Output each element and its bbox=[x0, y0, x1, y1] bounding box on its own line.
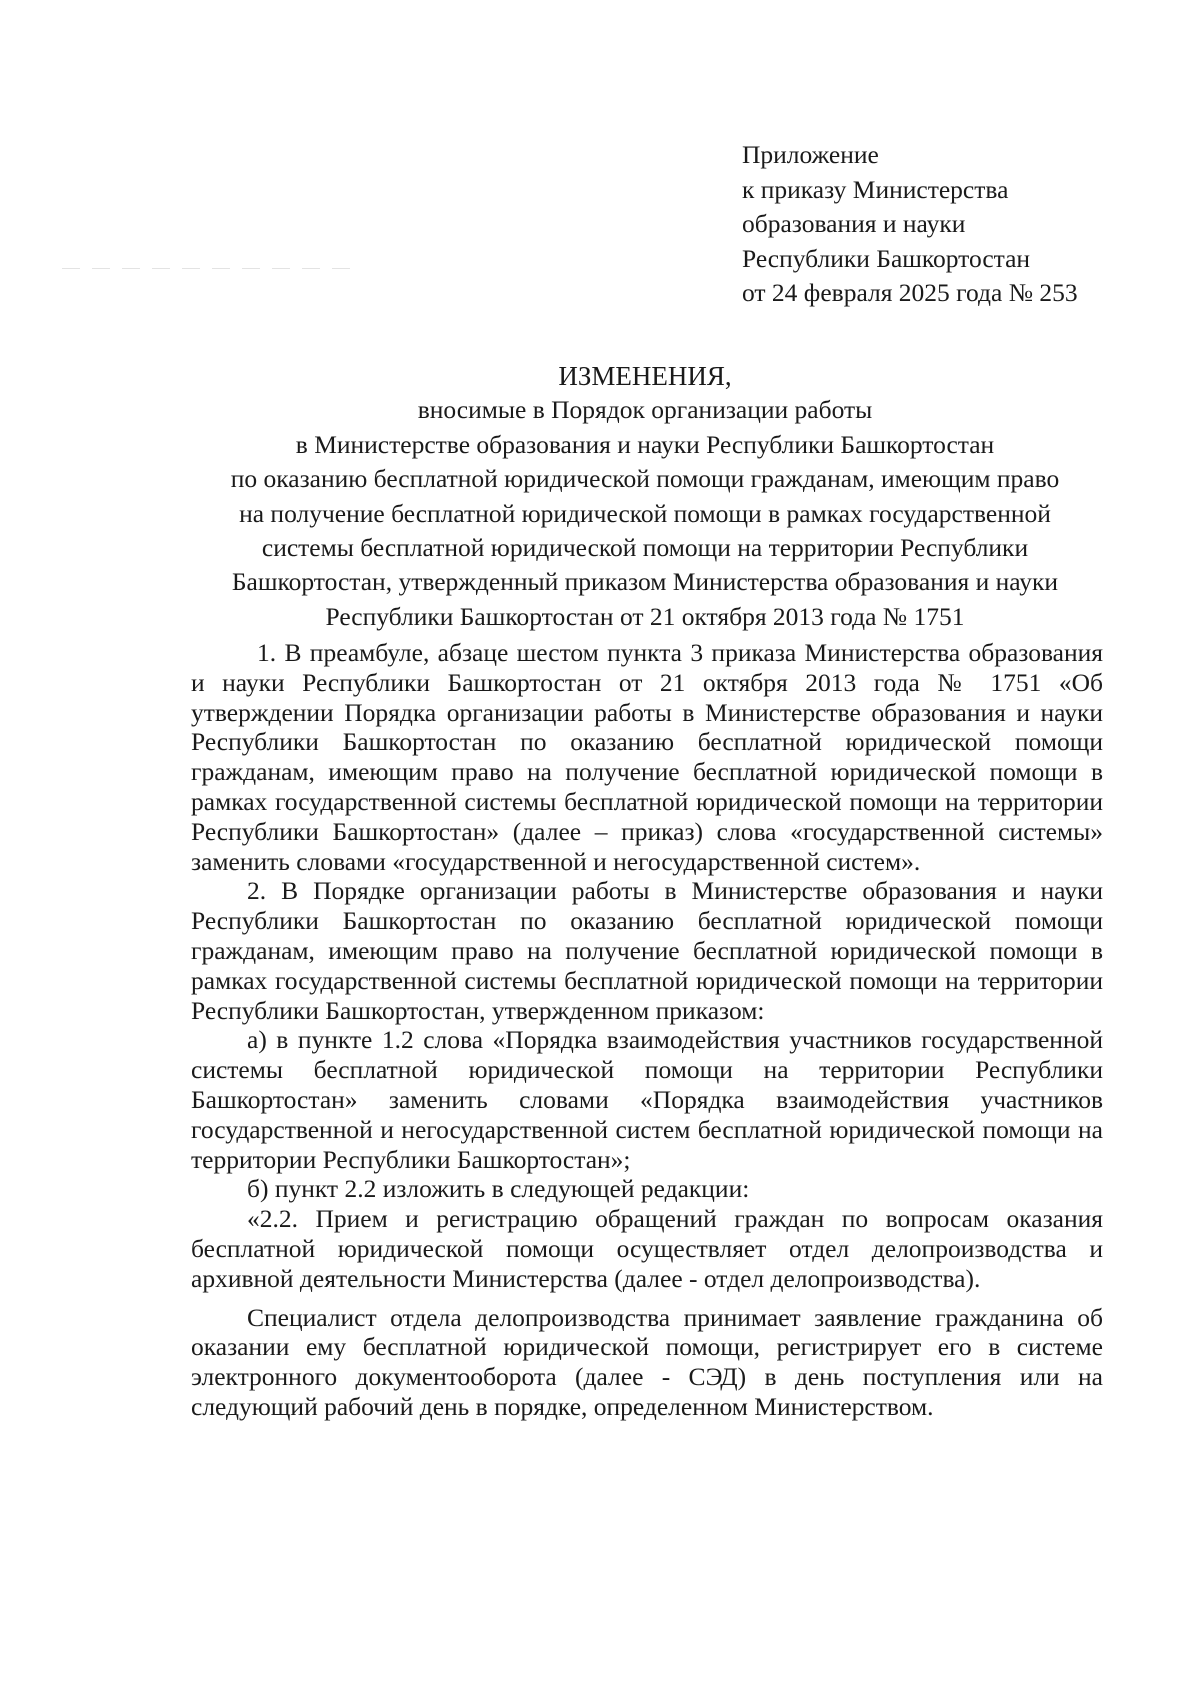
heading-line: системы бесплатной юридической помощи на территории Республики bbox=[261, 533, 1029, 563]
scan-artifact-line bbox=[62, 268, 362, 269]
paragraph-specialist: Специалист отдела делопроизводства принимает заявление гражданина об оказании ему бесплатной юридической помощи, регистрирует его в системе электронного документооборота (далее - СЭД) в день поступления или на следующий рабочий день в порядке, определенном Министерством. bbox=[191, 1302, 1103, 1421]
appendix-line: Республики Башкортостан bbox=[742, 243, 1031, 273]
paragraph-2a: а) в пункте 1.2 слова «Порядка взаимодействия участников государственной системы бесплатной юридической помощи на территории Республики Башкортостан» заменить словами «Порядка взаимодействия участников государственной и негосударственной систем бесплатной юридической помощи на территории Республики Башкортостан»; bbox=[191, 1025, 1103, 1174]
appendix-line: к приказу Министерства bbox=[742, 174, 1009, 204]
heading-line: Башкортостан, утвержденный приказом Министерства образования и науки bbox=[231, 567, 1059, 597]
document-title: ИЗМЕНЕНИЯ, bbox=[558, 361, 732, 391]
document-body bbox=[191, 638, 1103, 1422]
paragraph-1: 1. В преамбуле, абзаце шестом пункта 3 приказа Министерства образования и науки Республики Башкортостан от 21 октября 2013 года № 1751 «Об утверждении Порядка организации работы в Министерстве образования и науки Республики Башкортостан по оказанию бесплатной юридической помощи гражданам, имеющим право на получение бесплатной юридической помощи в рамках государственной системы бесплатной юридической помощи на территории Республики Башкортостан» (далее – приказ) слова «государственной системы» заменить словами «государственной и негосударственной систем». bbox=[191, 638, 1103, 876]
paragraph-2-2: «2.2. Прием и регистрацию обращений граждан по вопросам оказания бесплатной юридической помощи осуществляет отдел делопроизводства и архивной деятельности Министерства (далее - отдел делопроизводства). bbox=[191, 1204, 1103, 1293]
paragraph-2b: б) пункт 2.2 изложить в следующей редакции: bbox=[247, 1174, 750, 1204]
heading-line: вносимые в Порядок организации работы bbox=[417, 395, 873, 425]
heading-line: на получение бесплатной юридической помощи в рамках государственной bbox=[239, 498, 1051, 528]
document-heading bbox=[190, 359, 1100, 634]
appendix-block bbox=[742, 138, 1078, 311]
appendix-line: от 24 февраля 2025 года № 253 bbox=[742, 278, 1078, 307]
paragraph-2: 2. В Порядке организации работы в Министерстве образования и науки Республики Башкортостан по оказанию бесплатной юридической помощи гражданам, имеющим право на получение бесплатной юридической помощи в рамках государственной системы бесплатной юридической помощи на территории Республики Башкортостан, утвержденном приказом: bbox=[191, 876, 1103, 1025]
heading-line: в Министерстве образования и науки Республики Башкортостан bbox=[295, 429, 995, 459]
heading-line: по оказанию бесплатной юридической помощи гражданам, имеющим право bbox=[230, 464, 1060, 494]
heading-line: Республики Башкортостан от 21 октября 2013 года № 1751 bbox=[325, 601, 965, 631]
appendix-line: образования и науки bbox=[742, 209, 966, 238]
appendix-line: Приложение bbox=[742, 140, 879, 169]
